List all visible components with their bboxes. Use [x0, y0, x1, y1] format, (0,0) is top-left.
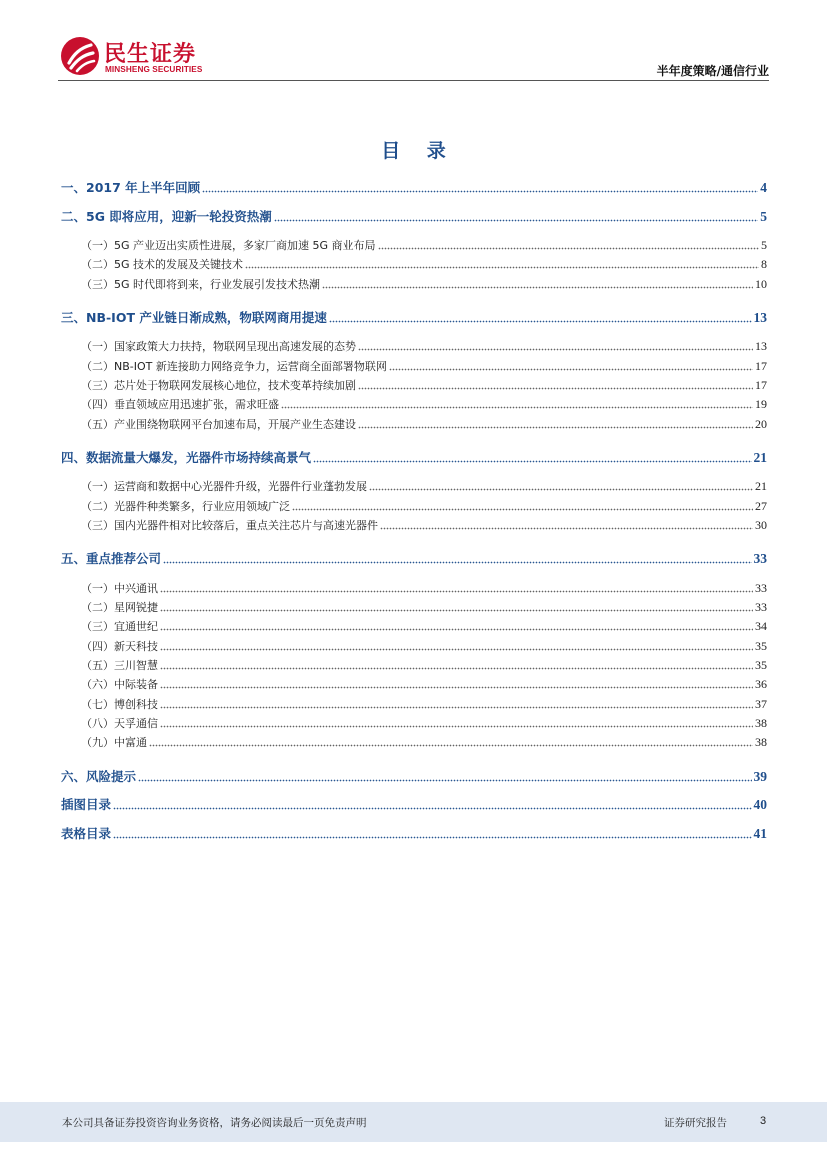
logo-chinese-name: 民生证券 — [104, 42, 197, 67]
toc-page-number: 17 — [755, 358, 767, 373]
toc-entry-title: 插图目录 — [61, 797, 112, 812]
toc-dot-leader — [160, 667, 753, 670]
toc-page-number: 13 — [755, 339, 767, 354]
toc-dot-leader — [378, 247, 759, 250]
toc-page-number: 39 — [753, 768, 767, 784]
toc-dot-leader — [160, 725, 753, 728]
toc-entry-title: 表格目录 — [61, 825, 112, 841]
toc-entry-title: （三）宜通世纪 — [81, 620, 158, 634]
toc-entry-title: （一）运营商和数据中心光器件升级，光器件行业蓬勃发展 — [81, 480, 367, 494]
toc-entry-title: （一）5G 产业迈出实质性进展，多家厂商加速 5G 商业布局 — [81, 239, 376, 252]
toc-page-number: 4 — [760, 180, 767, 195]
toc-page-number: 13 — [753, 309, 767, 325]
toc-page-number: 20 — [755, 416, 767, 431]
toc-page-number: 27 — [755, 498, 767, 513]
toc-subsection-entry[interactable] — [81, 515, 767, 533]
header-divider — [58, 80, 769, 81]
toc-page-number: 19 — [755, 397, 767, 412]
logo-english-name: MINSHENG SECURITIES — [105, 65, 203, 74]
toc-page-number: 37 — [755, 696, 767, 711]
toc-subsection-entry[interactable] — [81, 274, 767, 292]
toc-dot-leader — [149, 744, 753, 747]
toc-dot-leader — [160, 706, 753, 709]
toc-section-entry[interactable] — [61, 308, 767, 326]
toc-section-entry[interactable] — [61, 207, 767, 225]
toc-entry-title: （一）中兴通讯 — [81, 581, 158, 595]
toc-dot-leader — [138, 779, 751, 782]
toc-dot-leader — [281, 406, 753, 409]
toc-entry-title: （一）国家政策大力扶持，物联网呈现出高速发展的态势 — [81, 340, 356, 354]
minsheng-logo-icon — [60, 36, 100, 76]
toc-dot-leader — [292, 508, 753, 511]
toc-subsection-entry[interactable] — [81, 578, 767, 596]
toc-section-entry[interactable] — [61, 767, 767, 785]
footer-disclaimer: 本公司具备证券投资咨询业务资格，请务必阅读最后一页免责声明 — [62, 1117, 367, 1129]
toc-page-number: 34 — [755, 619, 767, 634]
toc-dot-leader — [274, 219, 758, 222]
toc-entry-title: 二、5G 即将应用，迎新一轮投资热潮 — [61, 208, 272, 224]
toc-subsection-entry[interactable] — [81, 713, 767, 731]
toc-entry-title: （三）国内光器件相对比较落后，重点关注芯片与高速光器件 — [81, 519, 378, 532]
toc-page-number: 8 — [761, 257, 767, 272]
toc-subsection-entry[interactable] — [81, 597, 767, 615]
toc-dot-leader — [322, 286, 753, 289]
toc-subsection-entry[interactable] — [81, 336, 767, 354]
toc-subsection-entry[interactable] — [81, 235, 767, 253]
toc-entry-title: （六）中际装备 — [81, 678, 158, 692]
toc-entry-title: （七）博创科技 — [81, 697, 158, 711]
toc-page-number: 33 — [755, 580, 767, 595]
toc-page-number: 33 — [753, 551, 767, 567]
toc-subsection-entry[interactable] — [81, 375, 767, 393]
report-category: 半年度策略/通信行业 — [656, 64, 769, 78]
toc-dot-leader — [163, 561, 751, 564]
toc-section-entry[interactable] — [61, 178, 767, 196]
toc-subsection-entry[interactable] — [81, 414, 767, 432]
toc-entry-title: （八）天孚通信 — [81, 716, 158, 730]
footer-page-number: 3 — [760, 1115, 767, 1127]
toc-dot-leader — [358, 387, 753, 390]
toc-section-entry[interactable] — [61, 448, 767, 466]
toc-dot-leader — [245, 266, 759, 269]
toc-page-number: 36 — [755, 677, 767, 692]
toc-entry-title: 六、风险提示 — [61, 768, 137, 784]
toc-entry-title: 五、重点推荐公司 — [61, 551, 162, 567]
toc-entry-title: （二）5G 技术的发展及关键技术 — [81, 258, 244, 272]
page-footer — [0, 1102, 827, 1142]
toc-dot-leader — [113, 807, 751, 810]
toc-page-number: 38 — [755, 715, 767, 730]
toc-subsection-entry[interactable] — [81, 394, 767, 412]
toc-entry-title: （二）光器件种类繁多，行业应用领域广泛 — [81, 499, 290, 513]
toc-dot-leader — [160, 609, 753, 612]
toc-entry-title: （三）芯片处于物联网发展核心地位，技术变革持续加剧 — [81, 379, 356, 392]
toc-dot-leader — [160, 628, 753, 631]
toc-page-number: 35 — [755, 658, 767, 672]
toc-subsection-entry[interactable] — [81, 674, 767, 692]
toc-dot-leader — [389, 368, 753, 371]
toc-entry-title: 一、2017 年上半年回顾 — [61, 180, 201, 195]
toc-subsection-entry[interactable] — [81, 476, 767, 494]
toc-page-number: 41 — [753, 825, 767, 841]
toc-entry-title: （九）中富通 — [81, 736, 147, 750]
toc-entry-title: （四）新天科技 — [81, 639, 158, 653]
toc-dot-leader — [380, 527, 753, 530]
toc-subsection-entry[interactable] — [81, 655, 767, 673]
toc-dot-leader — [369, 488, 753, 491]
toc-entry-title: （二）NB-IOT 新连接助力网络竞争力，运营商全面部署物联网 — [81, 359, 387, 373]
toc-page-number: 17 — [755, 378, 767, 392]
footer-report-type: 证券研究报告 — [664, 1117, 727, 1129]
company-logo — [60, 36, 240, 80]
toc-dot-leader — [329, 320, 752, 323]
toc-subsection-entry[interactable] — [81, 636, 767, 654]
toc-entry-title: （五）三川智慧 — [81, 659, 158, 672]
toc-section-entry[interactable] — [61, 795, 767, 813]
toc-page-number: 33 — [755, 600, 767, 615]
toc-dot-leader — [160, 648, 753, 651]
toc-entry-title: 四、数据流量大爆发，光器件市场持续高景气 — [61, 449, 312, 465]
toc-page-number: 40 — [753, 797, 767, 812]
toc-dot-leader — [313, 460, 751, 463]
toc-entry-title: （二）星网锐捷 — [81, 601, 158, 615]
toc-dot-leader — [113, 836, 751, 839]
toc-entry-title: （四）垂直领域应用迅速扩张，需求旺盛 — [81, 398, 279, 412]
toc-subsection-entry[interactable] — [81, 616, 767, 634]
toc-section-entry[interactable] — [61, 549, 767, 567]
toc-subsection-entry[interactable] — [81, 254, 767, 272]
page-header — [0, 0, 827, 80]
toc-page-number: 38 — [755, 735, 767, 750]
toc-dot-leader — [358, 426, 753, 429]
toc-page-number: 21 — [755, 479, 767, 494]
toc-dot-leader — [202, 190, 758, 193]
toc-page-number: 5 — [760, 208, 767, 224]
toc-section-entry[interactable] — [61, 824, 767, 842]
toc-page-number: 10 — [755, 276, 767, 291]
toc-subsection-entry[interactable] — [81, 496, 767, 514]
toc-subsection-entry[interactable] — [81, 356, 767, 374]
toc-entry-title: 三、NB-IOT 产业链日渐成熟，物联网商用提速 — [61, 309, 327, 325]
toc-entry-title: （三）5G 时代即将到来，行业发展引发技术热潮 — [81, 277, 321, 291]
toc-subsection-entry[interactable] — [81, 694, 767, 712]
toc-entry-title: （五）产业围绕物联网平台加速布局，开展产业生态建设 — [81, 417, 356, 431]
toc-subsection-entry[interactable] — [81, 732, 767, 750]
toc-page-number: 35 — [755, 638, 767, 653]
toc-page-number: 30 — [755, 518, 767, 532]
page-title: 目 录 — [381, 140, 456, 162]
toc-dot-leader — [358, 348, 753, 351]
toc-dot-leader — [160, 686, 753, 689]
toc-dot-leader — [160, 590, 753, 593]
toc-page-number: 21 — [753, 449, 767, 465]
toc-page-number: 5 — [761, 238, 767, 252]
